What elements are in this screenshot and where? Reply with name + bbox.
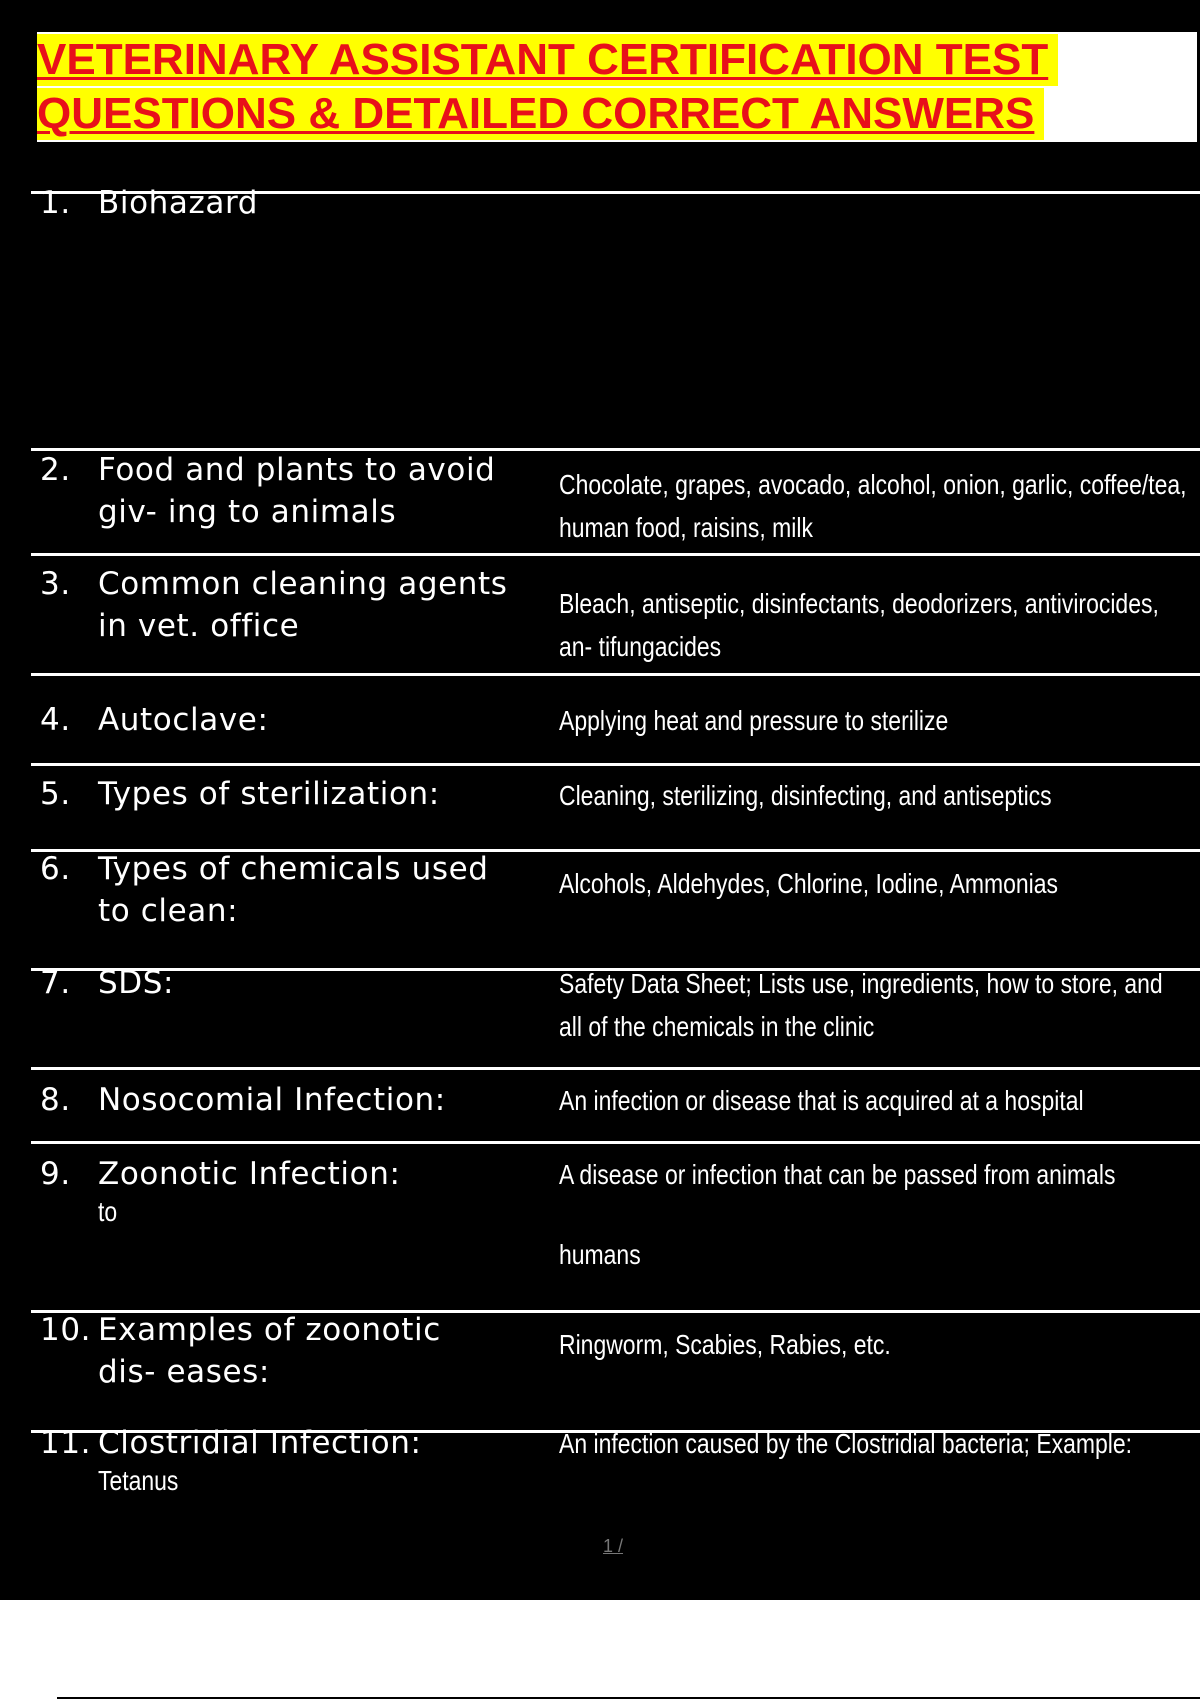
definition-8: An infection or disease that is acquired at a hospital	[559, 1085, 1084, 1116]
row-divider	[31, 673, 1200, 676]
term-7	[40, 962, 510, 1004]
row-divider	[31, 763, 1200, 766]
row-divider	[31, 1067, 1200, 1070]
term-8	[40, 1079, 510, 1121]
term-6	[40, 848, 510, 932]
document-title-line-2: QUESTIONS & DETAILED CORRECT ANSWERS	[37, 88, 1044, 140]
term-text: Types of sterilization:	[98, 776, 440, 812]
definition-4: Applying heat and pressure to sterilize	[559, 705, 949, 736]
definition-5: Cleaning, sterilizing, disinfecting, and antiseptics	[559, 780, 1052, 811]
definition-6: Alcohols, Aldehydes, Chlorine, Iodine, Ammonias	[559, 868, 1059, 899]
term-10	[40, 1309, 510, 1393]
item-number: 6.	[40, 851, 71, 887]
page-number: 1 /	[603, 1536, 624, 1556]
term-text: Nosocomial Infection:	[98, 1082, 446, 1118]
row-divider	[31, 553, 1200, 556]
term-9	[40, 1153, 510, 1195]
definition-9: A disease or infection that can be passed from animals	[559, 1159, 1116, 1190]
term-11-continuation: Tetanus	[98, 1465, 179, 1496]
term-text: Food and plants to avoid giv- ing to animals	[98, 452, 496, 530]
term-text: Zoonotic Infection:	[98, 1156, 401, 1192]
definition-10: Ringworm, Scabies, Rabies, etc.	[559, 1329, 891, 1360]
term-text: Clostridial Infection:	[98, 1425, 422, 1461]
definition-2: Chocolate, grapes, avocado, alcohol, onion, garlic, coffee/tea, human food, raisins, milk	[559, 469, 1187, 543]
definition-9-continuation: humans	[559, 1239, 641, 1270]
item-number: 11.	[40, 1425, 92, 1461]
footer-rule	[57, 1697, 1200, 1699]
item-number: 2.	[40, 452, 71, 488]
term-4	[40, 699, 510, 741]
definition-7: Safety Data Sheet; Lists use, ingredients, how to store, and all of the chemicals in the clinic	[559, 968, 1163, 1042]
term-text: SDS:	[98, 965, 175, 1001]
term-3	[40, 563, 510, 647]
row-divider	[31, 1141, 1200, 1144]
item-number: 1.	[40, 185, 71, 221]
term-text: Examples of zoonotic dis- eases:	[98, 1312, 441, 1390]
item-number: 5.	[40, 776, 71, 812]
term-2	[40, 449, 510, 533]
term-1	[40, 182, 510, 224]
item-number: 3.	[40, 566, 71, 602]
item-number: 4.	[40, 702, 71, 738]
term-text: Types of chemicals used to clean:	[98, 851, 489, 929]
item-number: 7.	[40, 965, 71, 1001]
item-number: 8.	[40, 1082, 71, 1118]
item-number: 9.	[40, 1156, 71, 1192]
term-text: Autoclave:	[98, 702, 269, 738]
term-text: Common cleaning agents in vet. office	[98, 566, 508, 644]
term-11	[40, 1422, 510, 1464]
document-title-line-1: VETERINARY ASSISTANT CERTIFICATION TEST	[37, 34, 1058, 86]
definition-11: An infection caused by the Clostridial bacteria; Example:	[559, 1428, 1133, 1459]
term-text: Biohazard	[98, 185, 259, 221]
term-5	[40, 773, 510, 815]
term-9-continuation: to	[98, 1196, 118, 1227]
item-number: 10.	[40, 1312, 92, 1348]
definition-3: Bleach, antiseptic, disinfectants, deodorizers, antivirocides, an- tifungacides	[559, 588, 1159, 662]
